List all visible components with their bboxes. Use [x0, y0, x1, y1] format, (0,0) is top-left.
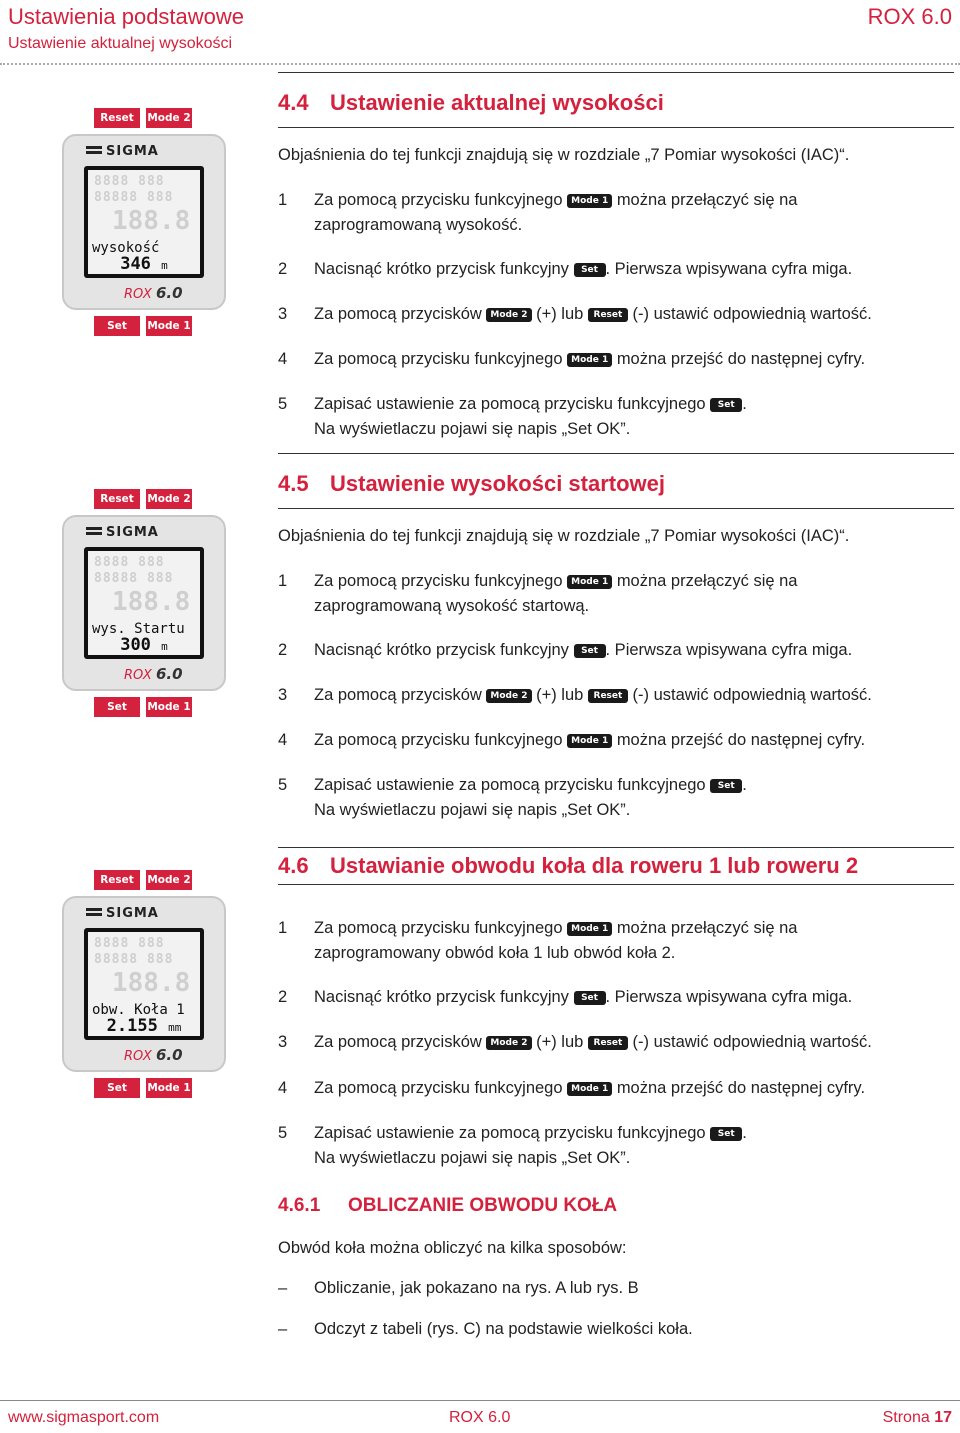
device-model-label: ROX 6.0 [124, 284, 183, 302]
key-reset-icon: Reset [588, 689, 628, 703]
key-mode2-icon: Mode 2 [486, 308, 531, 322]
step-number: 1 [278, 191, 288, 209]
step-text: Zapisać ustawienie za pomocą przycisku funkcyjnego Set . Na wyświetlaczu pojawi się napis „Set OK”. [314, 776, 747, 819]
key-mode2-icon: Mode 2 [486, 689, 531, 703]
footer-website-link[interactable]: www.sigmasport.com [8, 1409, 160, 1426]
device-mode2-button: Mode 2 [146, 489, 192, 509]
step-number: 2 [278, 260, 288, 278]
step-text: Nacisnąć krótko przycisk funkcyjny Set . Pierwsza wpisywana cyfra miga. [314, 260, 853, 278]
key-mode1-icon: Mode 1 [567, 575, 612, 589]
key-mode1-icon: Mode 1 [567, 1082, 612, 1096]
sigma-logo [86, 525, 159, 540]
device-set-button: Set [94, 697, 140, 717]
key-set-icon: Set [574, 263, 606, 277]
section-top-rule [278, 453, 954, 454]
key-set-icon: Set [574, 991, 606, 1005]
step-text: Za pomocą przycisku funkcyjnego Mode 1 można przełączyć się na zaprogramowaną wysokość startową. [314, 572, 798, 615]
device-illustration-altitude [62, 108, 226, 343]
header-divider [0, 63, 960, 65]
step-text: Za pomocą przycisku funkcyjnego Mode 1 można przejść do następnej cyfry. [314, 731, 866, 749]
key-mode1-icon: Mode 1 [567, 734, 612, 748]
section-number: 4.5 [278, 471, 309, 496]
section-number: 4.4 [278, 90, 309, 115]
lcd-ghost-segments: 8888 888 [94, 555, 165, 570]
header-product-name: ROX 6.0 [867, 4, 952, 29]
section-bottom-rule [278, 508, 954, 509]
device-mode1-button: Mode 1 [146, 1078, 192, 1098]
step-text: Za pomocą przycisków Mode 2 (+) lub Reset (-) ustawić odpowiednią wartość. [314, 686, 872, 704]
section-bottom-rule [278, 884, 954, 885]
section-title-text: Ustawienie aktualnej wysokości [330, 90, 664, 115]
subsection-number: 4.6.1 [278, 1195, 321, 1216]
page-header-title: Ustawienia podstawowe [8, 4, 245, 29]
step-number: 4 [278, 731, 288, 749]
device-mode2-button: Mode 2 [146, 870, 192, 890]
section-title-text: Ustawienie wysokości startowej [330, 471, 666, 496]
device-reset-button: Reset [94, 489, 140, 509]
lcd-ghost-segments: 88888 888 [94, 190, 174, 205]
device-mode2-button: Mode 2 [146, 108, 192, 128]
step-number: 5 [278, 1124, 288, 1142]
section-title-text: Ustawianie obwodu koła dla roweru 1 lub roweru 2 [330, 853, 859, 878]
sigma-logo [86, 144, 159, 159]
lcd-label: wysokość [92, 240, 160, 256]
device-set-button: Set [94, 1078, 140, 1098]
sigma-logo-icon [86, 527, 102, 535]
lcd-value [88, 256, 200, 274]
lcd-value-number: 346 [120, 254, 151, 274]
device-screen [84, 928, 204, 1040]
device-screen [84, 166, 204, 278]
lcd-value-unit: m [161, 640, 168, 653]
step-text: Za pomocą przycisku funkcyjnego Mode 1 można przejść do następnej cyfry. [314, 1079, 866, 1097]
device-mode1-button: Mode 1 [146, 697, 192, 717]
section-top-rule [278, 847, 954, 848]
step-text: Za pomocą przycisków Mode 2 (+) lub Reset (-) ustawić odpowiednią wartość. [314, 1033, 872, 1051]
lcd-ghost-digits: 188.8 [112, 968, 191, 998]
bullet-dash: – [278, 1320, 288, 1338]
key-set-icon: Set [710, 1127, 742, 1141]
lcd-value-unit: mm [168, 1021, 182, 1034]
lcd-display [88, 170, 200, 274]
section-intro: Objaśnienia do tej funkcji znajdują się w rozdziale „7 Pomiar wysokości (IAC)“. [278, 527, 850, 545]
device-reset-button: Reset [94, 108, 140, 128]
step-number: 1 [278, 919, 288, 937]
step-number: 2 [278, 988, 288, 1006]
key-mode1-icon: Mode 1 [567, 353, 612, 367]
lcd-ghost-digits: 188.8 [112, 206, 191, 236]
lcd-ghost-segments: 88888 888 [94, 571, 174, 586]
step-text: Zapisać ustawienie za pomocą przycisku funkcyjnego Set . Na wyświetlaczu pojawi się napis „Set OK”. [314, 1124, 747, 1167]
section-title [278, 90, 664, 116]
key-mode2-icon: Mode 2 [486, 1036, 531, 1050]
device-set-button: Set [94, 316, 140, 336]
bullet-text: Obliczanie, jak pokazano na rys. A lub rys. B [314, 1279, 639, 1297]
key-reset-icon: Reset [588, 308, 628, 322]
section-title [278, 853, 858, 879]
device-illustration-wheel-size [62, 870, 226, 1105]
device-model-label: ROX 6.0 [124, 1046, 183, 1064]
step-number: 3 [278, 305, 288, 323]
step-number: 3 [278, 686, 288, 704]
section-bottom-rule [278, 127, 954, 128]
step-number: 3 [278, 1033, 288, 1051]
device-reset-button: Reset [94, 870, 140, 890]
lcd-value [88, 1018, 200, 1036]
footer-product-name: ROX 6.0 [449, 1409, 511, 1426]
key-set-icon: Set [710, 398, 742, 412]
device-body [62, 515, 226, 691]
footer-page-number: Strona 17 [882, 1409, 952, 1426]
sigma-logo-text: SIGMA [106, 906, 159, 921]
step-text: Za pomocą przycisku funkcyjnego Mode 1 można przełączyć się na zaprogramowaną wysokość. [314, 191, 798, 234]
step-text: Za pomocą przycisku funkcyjnego Mode 1 można przełączyć się na zaprogramowany obwód koła 1 lub obwód koła 2. [314, 919, 798, 962]
subsection-title [278, 1195, 617, 1217]
lcd-ghost-digits: 188.8 [112, 587, 191, 617]
lcd-display [88, 932, 200, 1036]
lcd-ghost-segments: 8888 888 [94, 936, 165, 951]
step-text: Nacisnąć krótko przycisk funkcyjny Set . Pierwsza wpisywana cyfra miga. [314, 988, 853, 1006]
lcd-label: obw. Koła 1 [92, 1002, 185, 1018]
sigma-logo [86, 906, 159, 921]
device-mode1-button: Mode 1 [146, 316, 192, 336]
lcd-value [88, 637, 200, 655]
lcd-value-unit: m [161, 259, 168, 272]
key-set-icon: Set [710, 779, 742, 793]
subsection-title-text: OBLICZANIE OBWODU KOŁA [348, 1195, 618, 1216]
step-text: Zapisać ustawienie za pomocą przycisku funkcyjnego Set . Na wyświetlaczu pojawi się napis „Set OK”. [314, 395, 747, 438]
step-number: 5 [278, 395, 288, 413]
lcd-ghost-segments: 88888 888 [94, 952, 174, 967]
sigma-logo-text: SIGMA [106, 525, 159, 540]
footer-divider [0, 1400, 960, 1401]
section-intro: Objaśnienia do tej funkcji znajdują się w rozdziale „7 Pomiar wysokości (IAC)“. [278, 146, 850, 164]
lcd-value-number: 300 [120, 635, 151, 655]
lcd-value-number: 2.155 [106, 1016, 158, 1036]
step-number: 4 [278, 350, 288, 368]
bullet-dash: – [278, 1279, 288, 1297]
section-title [278, 471, 665, 497]
device-model-label: ROX 6.0 [124, 665, 183, 683]
key-mode1-icon: Mode 1 [567, 194, 612, 208]
step-text: Nacisnąć krótko przycisk funkcyjny Set . Pierwsza wpisywana cyfra miga. [314, 641, 853, 659]
lcd-display [88, 551, 200, 655]
device-body [62, 896, 226, 1072]
key-reset-icon: Reset [588, 1036, 628, 1050]
bullet-text: Odczyt z tabeli (rys. C) na podstawie wielkości koła. [314, 1320, 693, 1338]
key-mode1-icon: Mode 1 [567, 922, 612, 936]
key-set-icon: Set [574, 644, 606, 658]
step-text: Za pomocą przycisku funkcyjnego Mode 1 można przejść do następnej cyfry. [314, 350, 866, 368]
step-number: 5 [278, 776, 288, 794]
sigma-logo-icon [86, 908, 102, 916]
device-body [62, 134, 226, 310]
lcd-label: wys. Startu [92, 621, 185, 637]
step-number: 2 [278, 641, 288, 659]
lcd-ghost-segments: 8888 888 [94, 174, 165, 189]
section-top-rule [278, 72, 954, 73]
step-text: Za pomocą przycisków Mode 2 (+) lub Reset (-) ustawić odpowiednią wartość. [314, 305, 872, 323]
page-header-subtitle: Ustawienie aktualnej wysokości [8, 35, 233, 52]
step-number: 1 [278, 572, 288, 590]
sigma-logo-text: SIGMA [106, 144, 159, 159]
sigma-logo-icon [86, 146, 102, 154]
subsection-intro: Obwód koła można obliczyć na kilka sposobów: [278, 1239, 627, 1257]
device-illustration-start-altitude [62, 489, 226, 724]
step-number: 4 [278, 1079, 288, 1097]
section-number: 4.6 [278, 853, 309, 878]
device-screen [84, 547, 204, 659]
